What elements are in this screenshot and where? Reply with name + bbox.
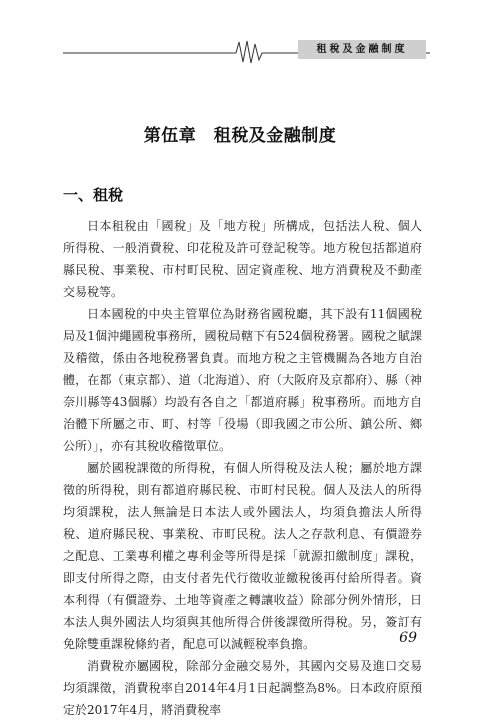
- section-heading: 一、租稅: [63, 186, 124, 204]
- running-header: [0, 38, 480, 64]
- chapter-title: 第伍章 租稅及金融制度: [143, 126, 337, 146]
- body-text: [63, 215, 422, 721]
- header-section-tag: 租稅及金融制度: [298, 40, 426, 59]
- paragraph: 消費稅亦屬國稅，除部分金融交易外，其國內交易及進口交易均須課徵，消費稅率自2014年4月1日起調整為8%。日本政府原預定於2017年4月，將消費稅率: [63, 659, 422, 717]
- paragraph: 日本租稅由「國稅」及「地方稅」所構成，包括法人稅、個人所得稅、一般消費稅、印花稅及許可登記稅等。地方稅包括都道府縣民稅、事業稅、市村町民稅、固定資產稅、地方消費稅及不動產交易稅等。: [63, 219, 422, 299]
- paragraph: 屬於國稅課徵的所得稅，有個人所得稅及法人稅；屬於地方課徵的所得稅，則有都道府縣民稅、市町村民稅。個人及法人的所得均須課稅，法人無論是日本法人或外國法人，均須負擔法人所得稅、道府縣民稅、事業稅、市町民稅。法人之存款利息、有價證券之配息、工業專利權之專利金等所得是採「就源扣繳制度」課稅，即支付所得之際，由支付者先代行徵收並繳稅後再付給所得者。資本利得（有價證券、土地等資產之轉讓收益）除部分例外情形，日本法人與外國法人均須與其他所得合併後課徵所得稅。另，簽訂有免除雙重課稅條約者，配息可以減輕稅率負擔。: [63, 461, 422, 651]
- page-number: 69: [399, 630, 417, 646]
- paragraph: 日本國稅的中央主管單位為財務省國稅廳，其下設有11個國稅局及1個沖繩國稅事務所，國稅局轄下有524個稅務署。國稅之賦課及稽徵，係由各地稅務署負責。而地方稅之主管機關為各地方自治體，在都（東京都）、道（北海道）、府（大阪府及京都府）、縣（神奈川縣等43個縣）均設有各自之「都道府縣」稅事務所。而地方自治體下所屬之市、町、村等「役場（即我國之市公所、鎮公所、鄉公所）」，亦有其稅收稽徵單位。: [63, 307, 422, 453]
